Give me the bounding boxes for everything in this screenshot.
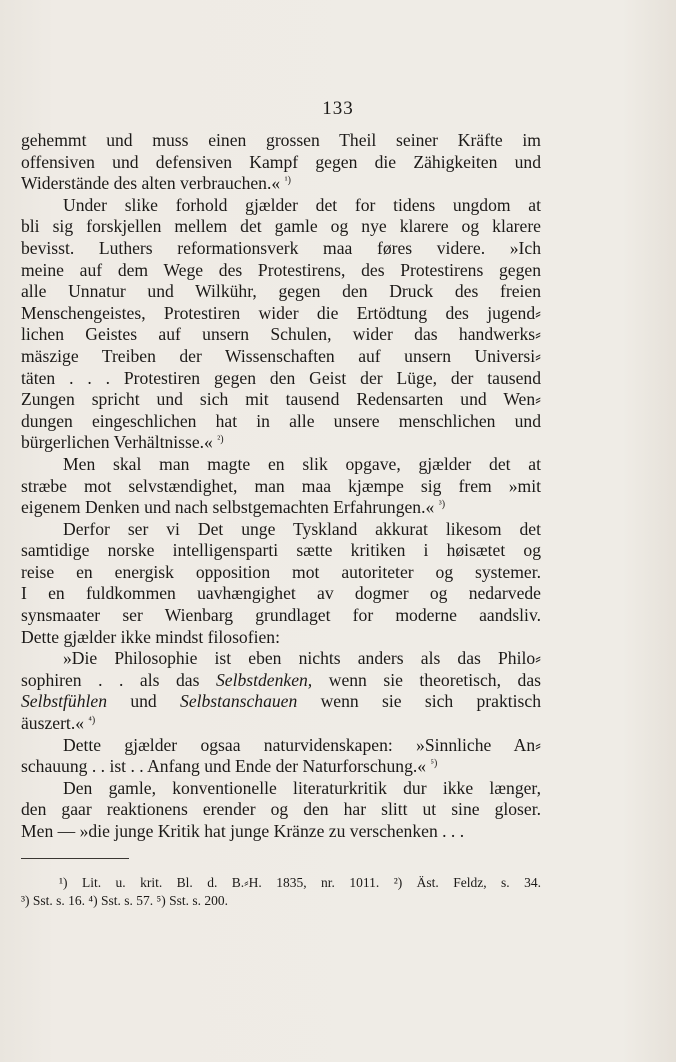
text-line: äuszert.« $^{^4)}$: [21, 713, 96, 734]
footnote-line: ³) Sst. s. 16. ⁴) Sst. s. 57. ⁵) Sst. s. 200.: [21, 893, 228, 908]
text-line: I en fuldkommen uavhængighet av dogmer og nedarvede: [21, 583, 541, 604]
paragraph-6: [21, 735, 541, 778]
text-line: synsmaater ser Wienbarg grundlaget for moderne aandsliv.: [21, 605, 541, 626]
page-number: 133: [322, 98, 354, 119]
text-line: bli sig forskjellen mellem det gamle og nye klarere og klarere: [21, 216, 541, 237]
text-line: dungen eingeschlichen hat in alle unsere menschlichen und: [21, 410, 541, 431]
text-line: reise en energisk opposition mot autoriteter og systemer.: [21, 561, 541, 582]
body-text: [21, 130, 541, 843]
text-line: schauung . . ist . . Anfang und Ende der Naturforschung.« $^{^5)}$: [21, 756, 438, 777]
text-line: Menschengeistes, Protestiren wider die Ertödtung des jugend⸗: [21, 302, 541, 323]
text-line: Den gamle, konventionelle literaturkritik dur ikke længer,: [63, 777, 541, 798]
text-line: mäszige Treiben der Wissenschaften auf unsern Universi⸗: [21, 345, 541, 366]
text-line: stræbe mot selvstændighet, man maa kjæmpe sig frem »mit: [21, 475, 541, 496]
text-line: Men — »die junge Kritik hat junge Kränze zu verschenken . . .: [21, 821, 465, 841]
paragraph-3: [21, 454, 541, 519]
text-line: sophiren . . als das Selbstdenken, wenn sie theoretisch, das: [21, 669, 541, 690]
text-line: Zungen spricht und sich mit tausend Redensarten und Wen⸗: [21, 389, 541, 410]
footnote-line: ¹) Lit. u. krit. Bl. d. B.⸗H. 1835, nr. 1011. ²) Äst. Feldz, s. 34.: [59, 875, 541, 890]
text-line: eigenem Denken und nach selbstgemachten Erfahrungen.« $^{^3)}$: [21, 497, 446, 518]
text-line: »Die Philosophie ist eben nichts anders als das Philo⸗: [63, 648, 541, 669]
text-line: den gaar reaktionens erender og den har slitt ut sine gloser.: [21, 799, 541, 820]
paragraph-7: [21, 778, 541, 843]
text-line: täten . . . Protestiren gegen den Geist der Lüge, der tausend: [21, 367, 541, 388]
paragraph-1: [21, 130, 541, 195]
text-line: Selbstfühlen und Selbstanschauen wenn sie sich praktisch: [21, 691, 541, 712]
text-line: bevisst. Luthers reformationsverk maa føres videre. »Ich: [21, 237, 541, 258]
paragraph-2: [21, 195, 541, 454]
footnote-divider: [21, 858, 129, 859]
text-line: Widerstände des alten verbrauchen.« $^{^1)}$: [21, 173, 291, 194]
text-line: bürgerlichen Verhältnisse.« $^{^2)}$: [21, 432, 224, 453]
paragraph-4: [21, 519, 541, 649]
paragraph-5-quote: [21, 648, 541, 734]
text-line: meine auf dem Wege des Protestirens, des Protestirens gegen: [21, 259, 541, 280]
text-line: Under slike forhold gjælder det for tidens ungdom at: [63, 194, 541, 215]
text-line: alle Unnatur und Wilkühr, gegen den Druck des freien: [21, 281, 541, 302]
text-line: offensiven und defensiven Kampf gegen die Zähigkeiten und: [21, 151, 541, 172]
text-line: gehemmt und muss einen grossen Theil seiner Kräfte im: [21, 130, 541, 150]
text-line: Dette gjælder ogsaa naturvidenskapen: »Sinnliche An⸗: [63, 734, 541, 755]
text-line: samtidige norske intelligensparti sætte kritiken i høisætet og: [21, 540, 541, 561]
text-line: Derfor ser vi Det unge Tyskland akkurat likesom det: [63, 518, 541, 539]
text-line: Men skal man magte en slik opgave, gjælder det at: [63, 453, 541, 474]
text-line: lichen Geistes auf unsern Schulen, wider das handwerks⸗: [21, 324, 541, 345]
text-line: Dette gjælder ikke mindst filosofien:: [21, 626, 280, 647]
footnotes: [21, 874, 541, 910]
